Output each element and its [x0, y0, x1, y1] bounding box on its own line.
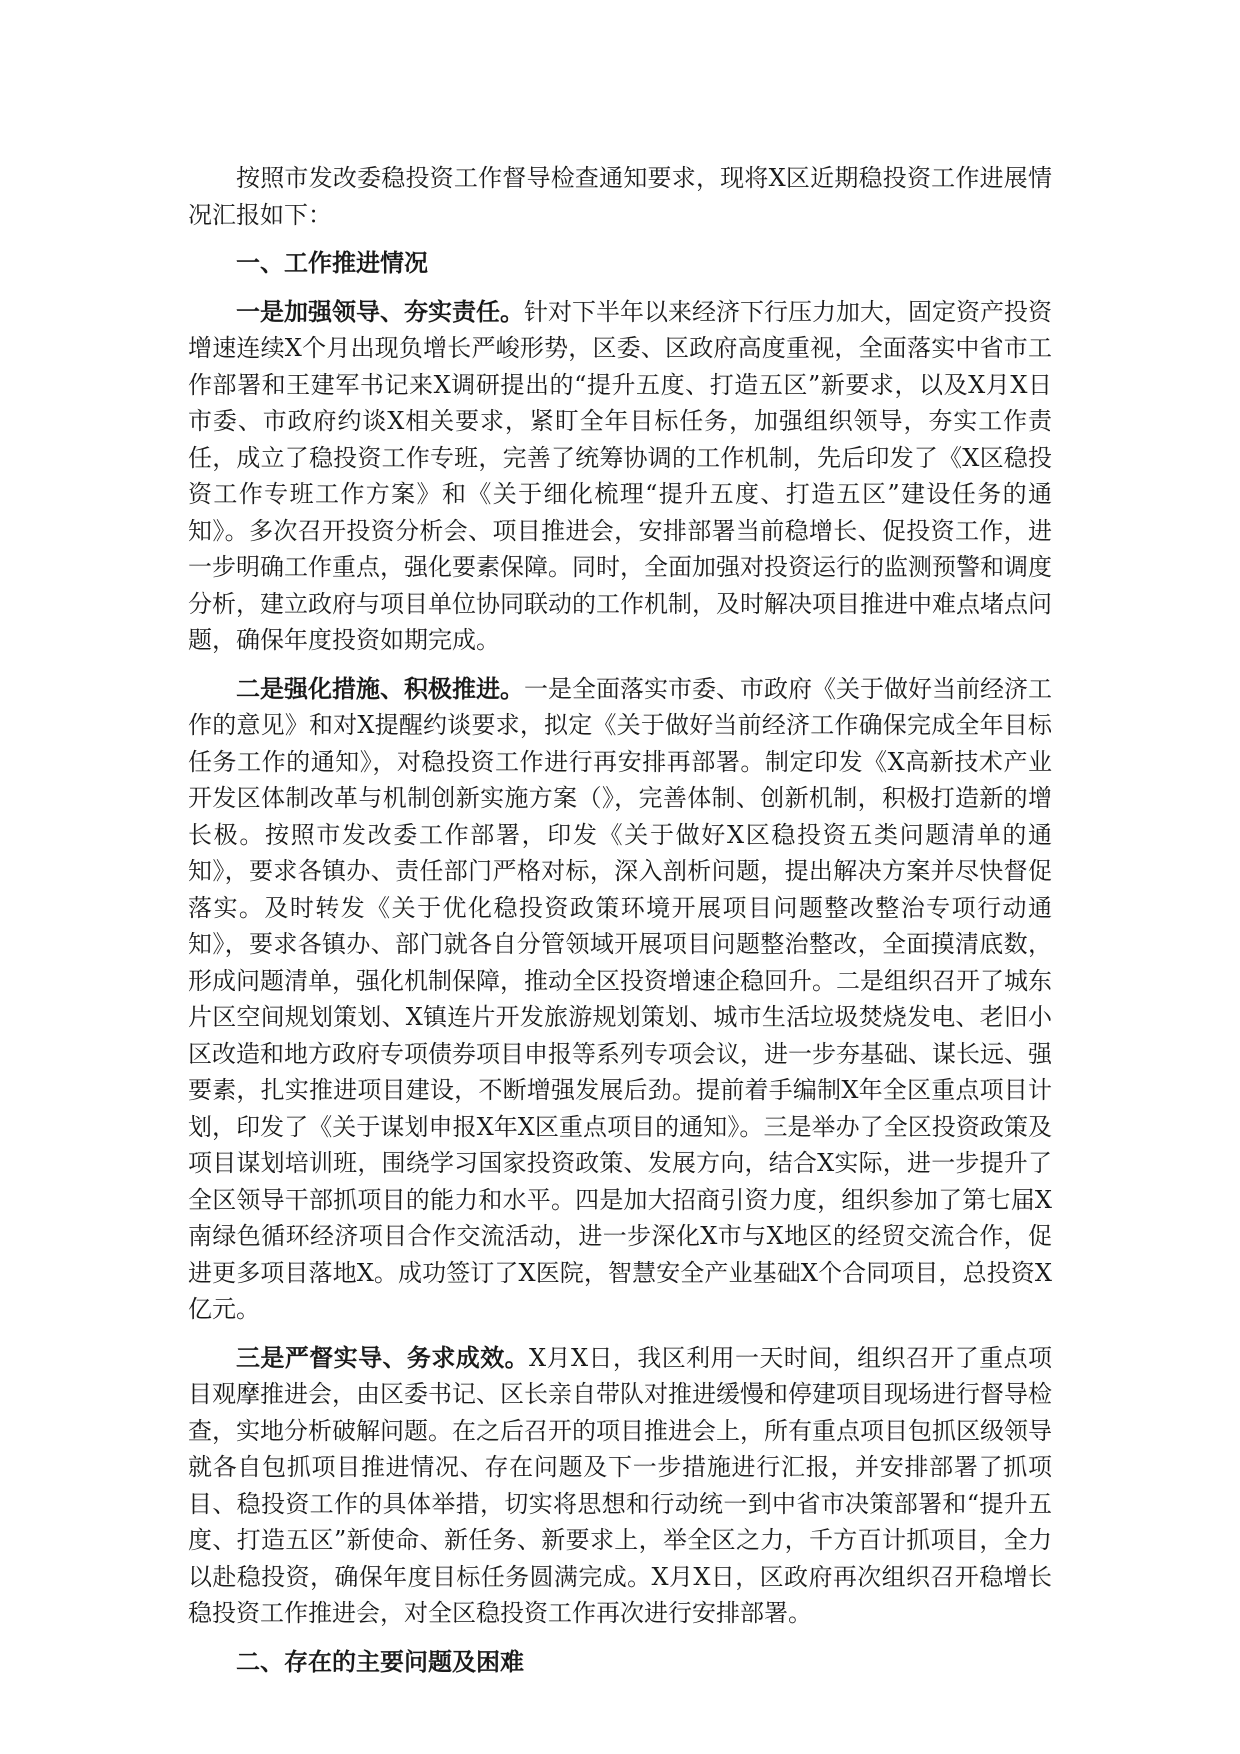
paragraph-lead: 二是强化措施、积极推进。	[236, 673, 524, 703]
paragraph-leadership	[188, 294, 1052, 659]
paragraph-body: X月X日，我区利用一天时间，组织召开了重点项目观摩推进会，由区委书记、区长亲自带队对推进缓慢和停建项目现场进行督导检查，实地分析破解问题。在之后召开的项目推进会上，所有重点项目包抓区级领导就各自包抓项目推进情况、存在问题及下一步措施进行汇报，并安排部署了抓项目、稳投资工作的具体举措，切实将思想和行动统一到中省市决策部署和“提升五度、打造五区”新使命、新任务、新要求上，举全区之力，千方百计抓项目，全力以赴稳投资，确保年度目标任务圆满完成。X月X日，区政府再次组织召开稳增长稳投资工作推进会，对全区稳投资工作再次进行安排部署。	[188, 1343, 1053, 1627]
document-body	[188, 160, 1052, 1692]
section-heading-problems: 二、存在的主要问题及困难	[236, 1646, 524, 1676]
paragraph-measures	[188, 671, 1052, 1328]
paragraph-lead: 三是严督实导、务求成效。	[236, 1342, 530, 1372]
section-heading-work-progress: 一、工作推进情况	[236, 248, 428, 277]
paragraph-body: 针对下半年以来经济下行压力加大，固定资产投资增速连续X个月出现负增长严峻形势，区委、区政府高度重视，全面落实中省市工作部署和王建军书记来X调研提出的“提升五度、打造五区”新要求，以及X月X日市委、市政府约谈X相关要求，紧盯全年目标任务，加强组织领导，夯实工作责任，成立了稳投资工作专班，完善了统筹协调的工作机制，先后印发了《X区稳投资工作专班工作方案》和《关于细化梳理“提升五度、打造五区”建设任务的通知》。多次召开投资分析会、项目推进会，安排部署当前稳增长、促投资工作，进一步明确工作重点，强化要素保障。同时，全面加强对投资运行的监测预警和调度分析，建立政府与项目单位协同联动的工作机制，及时解决项目推进中难点堵点问题，确保年度投资如期完成。	[188, 297, 1052, 654]
paragraph-lead: 一是加强领导、夯实责任。	[236, 296, 524, 326]
intro-paragraph: 按照市发改委稳投资工作督导检查通知要求，现将X区近期稳投资工作进展情况汇报如下：	[188, 164, 1052, 229]
paragraph-supervision	[188, 1340, 1052, 1632]
paragraph-body: 一是全面落实市委、市政府《关于做好当前经济工作的意见》和对X提醒约谈要求，拟定《关于做好当前经济工作确保完成全年目标任务工作的通知》，对稳投资工作进行再安排再部署。制定印发《X高新技术产业开发区体制改革与机制创新实施方案（》，完善体制、创新机制，积极打造新的增长极。按照市发改委工作部署，印发《关于做好X区稳投资五类问题清单的通知》，要求各镇办、责任部门严格对标，深入剖析问题，提出解决方案并尽快督促落实。及时转发《关于优化稳投资政策环境开展项目问题整改整治专项行动通知》，要求各镇办、部门就各自分管领域开展项目问题整治整改，全面摸清底数，形成问题清单，强化机制保障，推动全区投资增速企稳回升。二是组织召开了城东片区空间规划策划、X镇连片开发旅游规划策划、城市生活垃圾焚烧发电、老旧小区改造和地方政府专项债券项目申报等系列专项会议，进一步夯基础、谋长远、强要素，扎实推进项目建设，不断增强发展后劲。提前着手编制X年全区重点项目计划，印发了《关于谋划申报X年X区重点项目的通知》。三是举办了全区投资政策及项目谋划培训班，围绕学习国家投资政策、发展方向，结合X实际，进一步提升了全区领导干部抓项目的能力和水平。四是加大招商引资力度，组织参加了第七届X南绿色循环经济项目合作交流活动，进一步深化X市与X地区的经贸交流合作，促进更多项目落地X。成功签订了X医院，智慧安全产业基础X个合同项目，总投资X亿元。	[188, 674, 1052, 1323]
